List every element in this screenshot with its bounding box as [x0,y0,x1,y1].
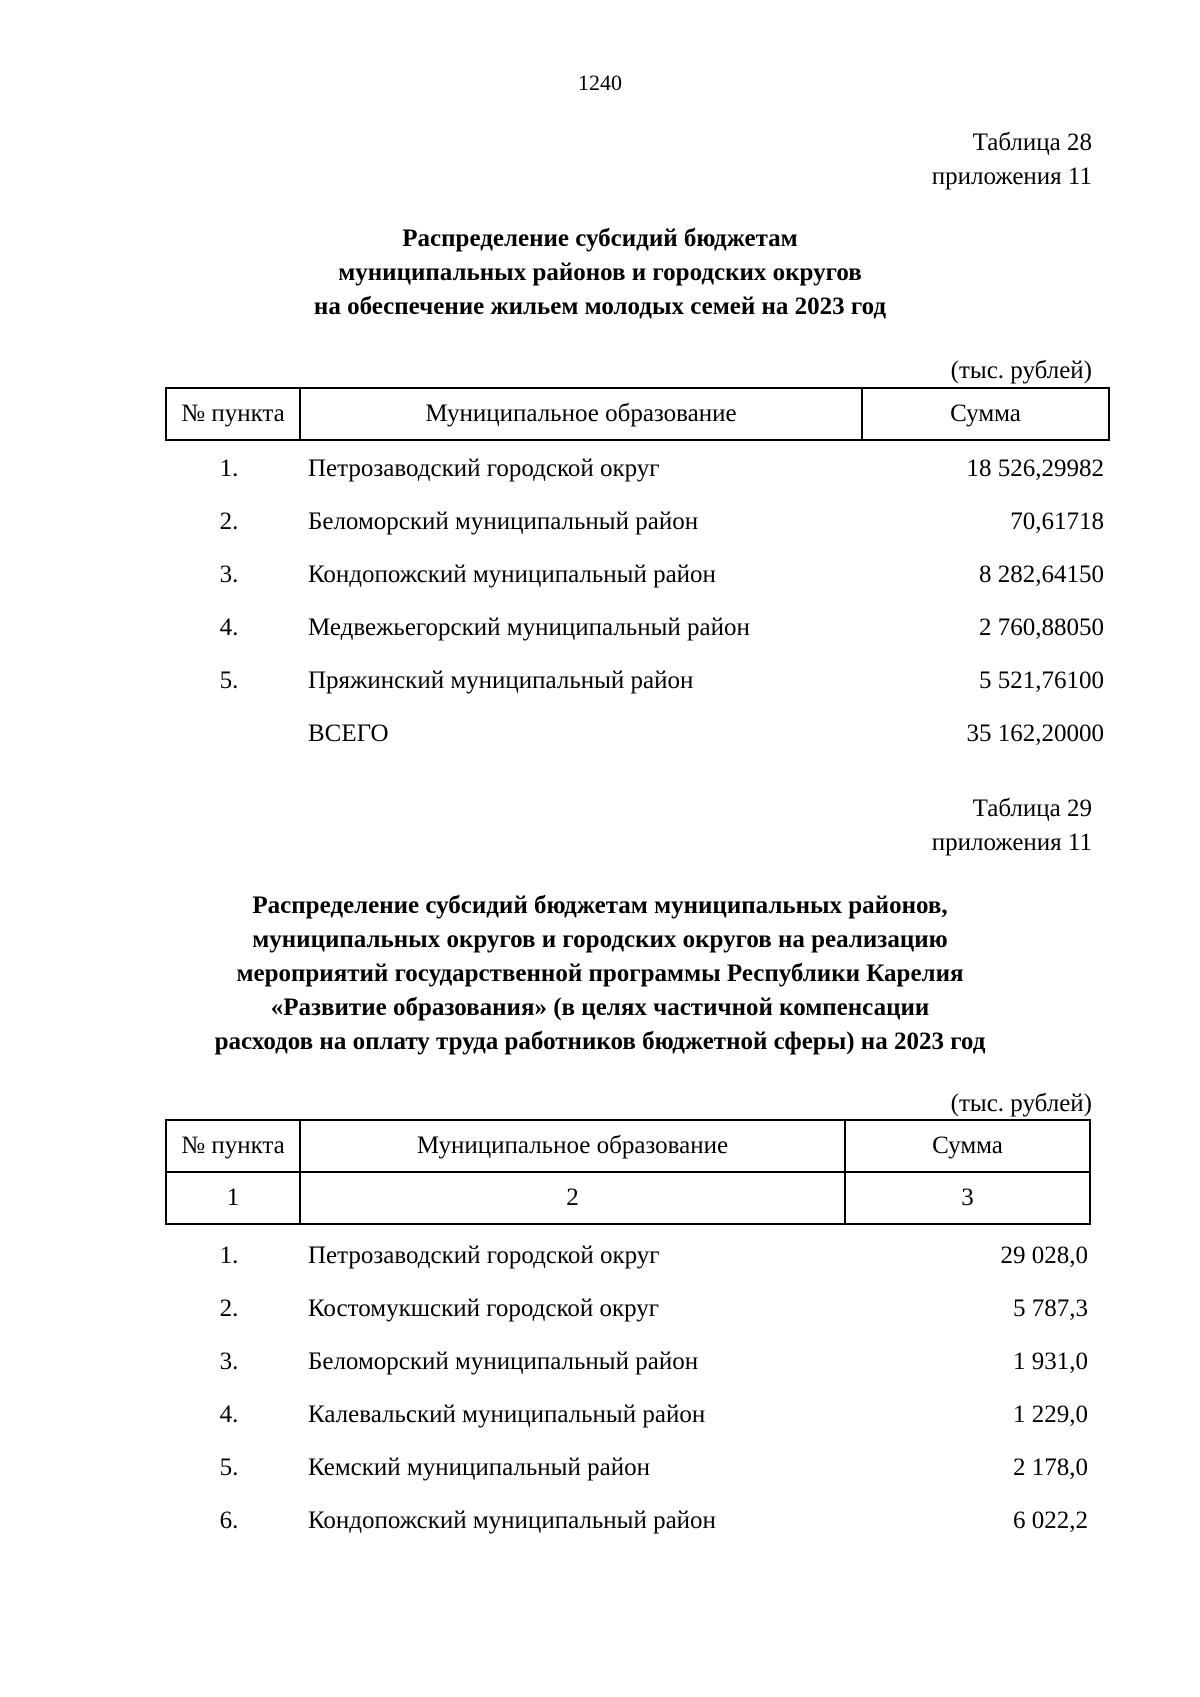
header-number: № пункта [166,1120,300,1172]
row-number: 5. [219,667,239,694]
row-municipality: Беломорский муниципальный район [308,1348,699,1375]
table-28-ref-line2: приложения 11 [931,163,1092,190]
row-municipality: Петрозаводский городской округ [308,1242,660,1269]
header-sum: Сумма [862,388,1109,440]
table-29-header [165,1119,1091,1225]
row-sum: 8 282,64150 [979,561,1104,588]
row-municipality: Медвежьегорский муниципальный район [308,614,750,641]
row-sum: 1 931,0 [1013,1348,1088,1375]
row-number: 1. [219,455,239,482]
table-28-title [0,222,1200,324]
row-number: 4. [219,614,239,641]
row-sum: 1 229,0 [1013,1401,1088,1428]
row-sum: 6 022,2 [1013,1507,1088,1534]
table-29-reference [932,792,1092,860]
table-28-header [165,387,1110,441]
row-number: 3. [219,561,239,588]
header-municipality: Муниципальное образование [300,1120,845,1172]
row-municipality: Пряжинский муниципальный район [308,667,694,694]
table-row [0,508,1200,560]
header-sum: Сумма [845,1120,1090,1172]
table-29-title-line: Распределение субсидий бюджетам муниципальных районов, [252,892,948,919]
row-municipality: Кемский муниципальный район [308,1454,650,1481]
row-number: 2. [219,1295,239,1322]
row-number: 2. [219,508,239,535]
table-28-unit: (тыс. рублей) [950,357,1092,384]
table-row [0,1401,1200,1453]
table-row [0,1348,1200,1400]
row-total-label: ВСЕГО [308,720,389,747]
table-28-title-line: муниципальных районов и городских округов [338,259,862,286]
header-municipality: Муниципальное образование [300,388,862,440]
table-row [0,1507,1200,1559]
table-28-title-line: на обеспечение жильем молодых семей на 2023 год [313,293,887,320]
table-row [0,614,1200,666]
row-municipality: Костомукшский городской округ [308,1295,660,1322]
table-total-row [0,720,1200,772]
column-number-1: 1 [166,1172,300,1224]
table-29-ref-line1: Таблица 29 [972,795,1092,822]
row-sum: 70,61718 [1010,508,1104,535]
table-29-unit: (тыс. рублей) [950,1090,1092,1117]
row-municipality: Петрозаводский городской округ [308,455,660,482]
table-28-ref-line1: Таблица 28 [972,129,1092,156]
header-number: № пункта [166,388,300,440]
page-number: 1240 [578,70,622,95]
table-row [0,1454,1200,1506]
column-number-2: 2 [300,1172,845,1224]
row-sum: 5 787,3 [1013,1295,1088,1322]
row-sum: 18 526,29982 [966,455,1104,482]
row-sum: 2 760,88050 [979,614,1104,641]
row-municipality: Беломорский муниципальный район [308,508,699,535]
table-29-title-line: мероприятий государственной программы Республики Карелия [236,960,964,987]
row-sum: 2 178,0 [1013,1454,1088,1481]
table-row [0,1242,1200,1294]
table-29-title-line: муниципальных округов и городских округов на реализацию [252,926,948,953]
table-row [0,561,1200,613]
table-row [0,1295,1200,1347]
row-municipality: Кондопожский муниципальный район [308,561,716,588]
row-municipality: Кондопожский муниципальный район [308,1507,716,1534]
column-number-3: 3 [845,1172,1090,1224]
table-row [0,455,1200,507]
row-number: 6. [219,1507,239,1534]
row-number: 1. [219,1242,239,1269]
row-number: 5. [219,1454,239,1481]
table-29-title-line: расходов на оплату труда работников бюджетной сферы) на 2023 год [214,1028,986,1055]
table-28-title-line: Распределение субсидий бюджетам [402,225,798,252]
table-28-reference [932,126,1092,194]
table-row [0,667,1200,719]
row-number: 4. [219,1401,239,1428]
row-total-sum: 35 162,20000 [966,720,1104,747]
table-29-ref-line2: приложения 11 [931,829,1092,856]
row-sum: 29 028,0 [1000,1242,1088,1269]
row-municipality: Калевальский муниципальный район [308,1401,706,1428]
table-29-title [0,889,1200,1059]
table-29-title-line: «Развитие образования» (в целях частичной компенсации [270,994,930,1021]
row-sum: 5 521,76100 [979,667,1104,694]
row-number: 3. [219,1348,239,1375]
